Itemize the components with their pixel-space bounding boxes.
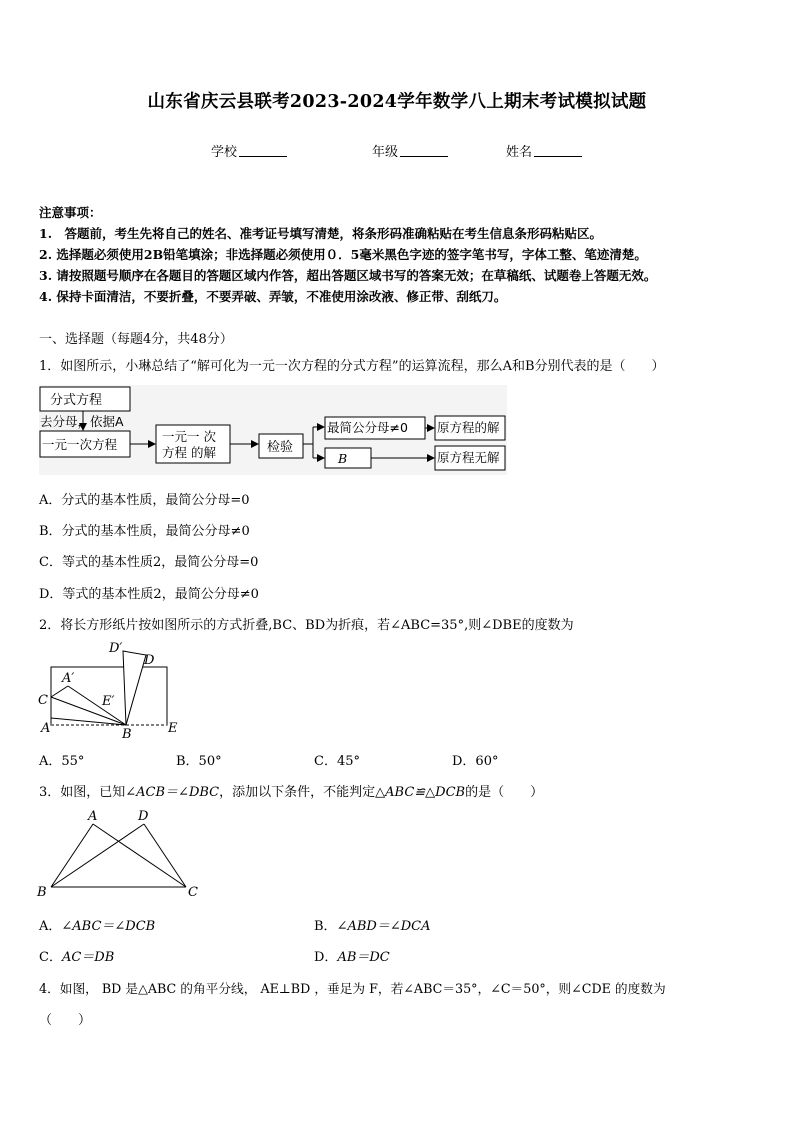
flow-box-original-solution-text: 原方程的解	[437, 420, 500, 435]
q1-option-c[interactable]: C．等式的基本性质2，最简公分母=0	[39, 555, 259, 570]
note-item-1: 1. 答题前，考生先将自己的姓名、准考证号填写清楚，将条形码准确粘贴在考生信息条形码粘贴区。	[39, 226, 603, 241]
q3-stem-suffix: 的是（ ）	[465, 785, 544, 800]
section-heading: 一、选择题（每题4分，共48分）	[39, 332, 233, 347]
flow-box-b-text: B	[338, 451, 348, 466]
q2-line-ca1	[51, 686, 68, 697]
grade-blank[interactable]	[400, 144, 448, 157]
q2-label-e1: E′	[102, 694, 115, 709]
q2-line-ba1	[68, 686, 126, 725]
q3-option-c-expr: AC＝DB	[61, 950, 115, 965]
q2-label-e: E	[168, 721, 178, 736]
q1-flowchart	[38, 384, 508, 476]
q3-option-a-expr: ∠ABC＝∠DCB	[61, 919, 156, 934]
grade-field[interactable]	[372, 141, 448, 160]
page-title: 山东省庆云县联考2023-2024学年数学八上期末考试模拟试题	[147, 92, 647, 112]
q3-line-bd	[51, 824, 144, 887]
q2-label-a: A	[41, 721, 51, 736]
name-field[interactable]	[506, 141, 582, 160]
q2-figure	[36, 638, 186, 742]
q1-option-b[interactable]: B．分式的基本性质，最简公分母≠0	[39, 524, 250, 539]
q3-option-b-tag: B．	[314, 919, 337, 934]
q3-label-c: C	[188, 885, 198, 900]
q2-line-bc	[51, 697, 126, 725]
school-label: 学校	[211, 145, 238, 160]
q3-stem-triangles: △ABC≌△DCB	[375, 785, 466, 800]
q3-option-d-tag: D．	[314, 950, 338, 965]
q3-option-c[interactable]	[39, 946, 114, 965]
note-item-2: 2. 选择题必须使用2B铅笔填涂；非选择题必须使用０．5毫米黑色字迹的签字笔书写，字体工整、笔迹清楚。	[39, 247, 647, 262]
q2-option-c[interactable]: C．45°	[314, 754, 360, 769]
name-blank[interactable]	[534, 144, 582, 157]
flow-box-lcd-nonzero-text: 最简公分母≠0	[327, 420, 408, 435]
name-label: 姓名	[506, 145, 533, 160]
notes-heading: 注意事项：	[39, 205, 102, 220]
q1-stem: 1．如图所示，小琳总结了“解可化为一元一次方程的分式方程”的运算流程，那么A和B分别代表的是（ ）	[39, 359, 665, 374]
q3-option-d-expr: AB＝DC	[337, 950, 390, 965]
q4-answer-brackets: （ ）	[39, 1013, 92, 1028]
q2-stem: 2．将长方形纸片按如图所示的方式折叠,BC、BD为折痕，若∠ABC=35°,则∠DBE的度数为	[39, 618, 574, 633]
flow-box-linear-eq-text: 一元一次方程	[42, 437, 118, 452]
q2-line-ba	[51, 718, 126, 725]
q2-label-d1: D′	[109, 641, 123, 656]
q3-line-ba	[51, 824, 93, 887]
q2-label-d: D	[144, 653, 155, 668]
q3-label-a: A	[88, 809, 98, 824]
q3-stem	[39, 781, 543, 800]
q3-line-ac	[93, 824, 186, 887]
note-item-3: 3. 请按照题号顺序在各题目的答题区域内作答，超出答题区域书写的答案无效；在草稿纸、试题卷上答题无效。	[39, 268, 657, 283]
q2-label-b: B	[122, 727, 132, 742]
flow-box-solution-line2: 方程 的解	[162, 445, 216, 460]
q2-option-d[interactable]: D．60°	[452, 754, 499, 769]
q2-label-c: C	[38, 693, 48, 708]
school-field[interactable]	[211, 141, 287, 160]
q3-option-b-expr: ∠ABD＝∠DCA	[336, 919, 431, 934]
flow-box-fraction-eq-text: 分式方程	[50, 393, 103, 408]
q1-option-a[interactable]: A．分式的基本性质，最简公分母=0	[39, 493, 250, 508]
q3-label-d: D	[138, 809, 149, 824]
q3-option-a[interactable]	[39, 915, 155, 934]
q3-stem-mid: ，添加以下条件，不能判定	[219, 785, 376, 800]
q3-label-b: B	[37, 885, 47, 900]
q2-option-a[interactable]: A．55°	[39, 754, 85, 769]
q3-option-b[interactable]	[314, 915, 430, 934]
flow-box-check-text: 检验	[267, 440, 294, 455]
grade-label: 年级	[372, 145, 399, 160]
q2-fold-dbe	[123, 651, 146, 725]
q1-option-d[interactable]: D．等式的基本性质2，最简公分母≠0	[39, 587, 259, 602]
q3-figure	[34, 808, 204, 900]
flow-label-a: 去分母，依据A	[40, 414, 124, 429]
q4-stem: 4．如图， BD 是△ABC 的角平分线， AE⊥BD ，垂足为 F，若∠ABC＝35°，∠C＝50°，则∠CDE 的度数为	[39, 981, 666, 996]
q3-stem-prefix: 3．如图，已知	[39, 785, 126, 800]
flow-box-b	[325, 448, 371, 468]
q3-option-a-tag: A．	[39, 919, 62, 934]
school-blank[interactable]	[239, 144, 287, 157]
q2-option-b[interactable]: B．50°	[176, 754, 222, 769]
note-item-4: 4. 保持卡面清洁，不要折叠，不要弄破、弄皱，不准使用涂改液、修正带、刮纸刀。	[39, 289, 507, 304]
flow-box-solution-line1: 一元一 次	[162, 429, 216, 444]
flow-box-no-solution-text: 原方程无解	[437, 450, 500, 465]
q3-option-c-tag: C．	[39, 950, 62, 965]
q2-label-a1: A′	[62, 671, 75, 686]
q3-line-dc	[144, 824, 186, 887]
q3-option-d[interactable]	[314, 946, 390, 965]
q3-stem-condition: ∠ACB＝∠DBC	[125, 785, 220, 800]
